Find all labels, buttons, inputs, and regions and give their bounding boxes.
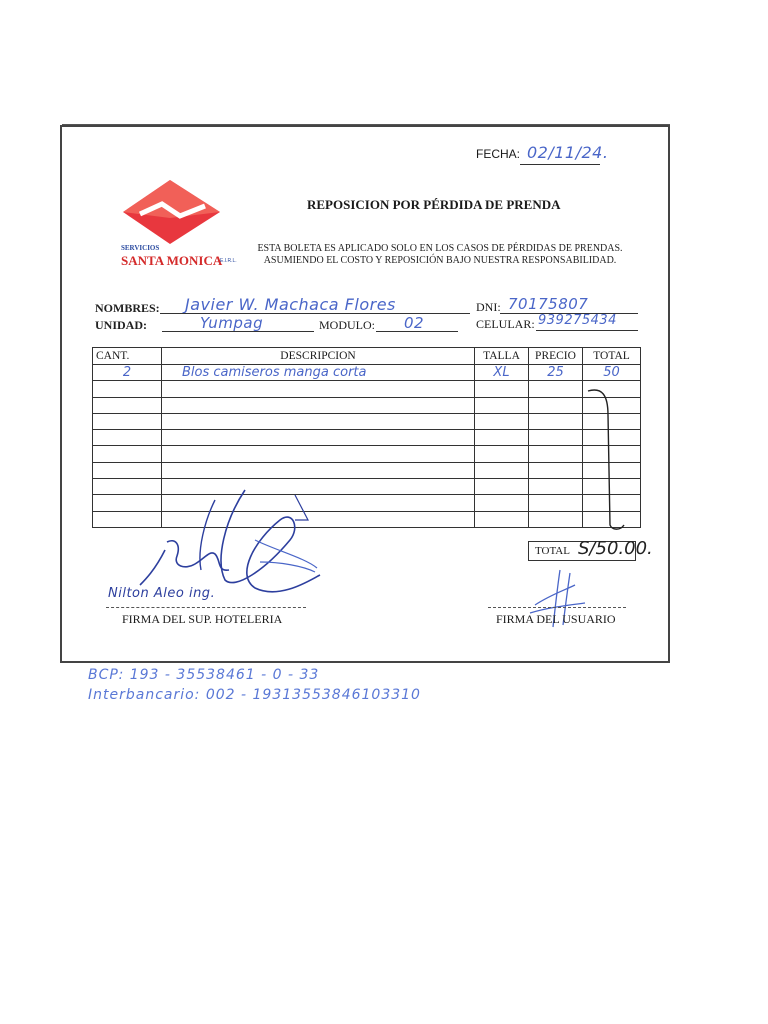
total-value: S/50.00.: [578, 538, 653, 559]
table-row-empty: [93, 462, 641, 478]
user-sign-label: FIRMA DEL USUARIO: [496, 612, 616, 626]
table-row-empty: [93, 397, 641, 413]
table-row-empty: [93, 413, 641, 429]
fecha-value: 02/11/24.: [527, 143, 609, 162]
dni-value: 70175807: [508, 295, 589, 313]
unidad-label: UNIDAD:: [95, 318, 147, 332]
santa-monica-logo: [120, 178, 225, 248]
fecha-underline: [520, 164, 600, 165]
fecha-label: FECHA:: [476, 147, 521, 161]
supervisor-sign-label: FIRMA DEL SUP. HOTELERIA: [122, 612, 283, 626]
logo-suffix-text: E.I.R.L.: [220, 258, 237, 264]
interbank-account-note: Interbancario: 002 - 19313553846103310: [88, 687, 421, 703]
header-cant: CANT.: [93, 348, 162, 365]
logo-servicios-text: SERVICIOS: [121, 244, 160, 252]
total-label: TOTAL: [535, 545, 570, 557]
header-precio: PRECIO: [529, 348, 583, 365]
header-total: TOTAL: [583, 348, 641, 365]
nombres-value: Javier W. Machaca Flores: [185, 295, 396, 314]
supervisor-name: Nilton Aleo ing.: [108, 586, 216, 601]
dni-label: DNI:: [476, 300, 501, 314]
cell-total: 50: [583, 365, 641, 381]
cell-cant: 2: [93, 365, 162, 381]
modulo-value: 02: [404, 314, 425, 332]
modulo-label: MODULO:: [319, 318, 375, 332]
cell-precio: 25: [529, 365, 583, 381]
notice-line-1: ESTA BOLETA ES APLICADO SOLO EN LOS CASOS DE PÉRDIDAS DE PRENDAS.: [257, 243, 623, 254]
nombres-label: NOMBRES:: [95, 301, 160, 315]
unidad-value: Yumpag: [200, 314, 264, 332]
notice-line-2: ASUMIENDO EL COSTO Y REPOSICIÓN BAJO NUESTRA RESPONSABILIDAD.: [263, 255, 617, 266]
celular-underline: [536, 330, 638, 331]
header-descripcion: DESCRIPCION: [162, 348, 475, 365]
logo-brand-text: SANTA MONICA: [121, 253, 223, 268]
celular-label: CELULAR:: [476, 317, 535, 331]
total-column-stroke: [580, 385, 630, 535]
table-header-row: [93, 348, 641, 365]
user-sign-line: [488, 607, 626, 608]
cell-talla: XL: [475, 365, 529, 381]
bcp-account-note: BCP: 193 - 35538461 - 0 - 33: [88, 667, 320, 683]
supervisor-sign-line: [106, 607, 306, 608]
unidad-underline: [162, 331, 314, 332]
document-title: REPOSICION POR PÉRDIDA DE PRENDA: [307, 197, 561, 212]
celular-value: 939275434: [538, 313, 617, 328]
cell-descripcion: Blos camiseros manga corta: [162, 365, 475, 381]
table-row-empty: [93, 446, 641, 462]
table-row-empty: [93, 430, 641, 446]
modulo-underline: [376, 331, 458, 332]
table-row-empty: [93, 381, 641, 397]
header-talla: TALLA: [475, 348, 529, 365]
table-row: [93, 365, 641, 381]
